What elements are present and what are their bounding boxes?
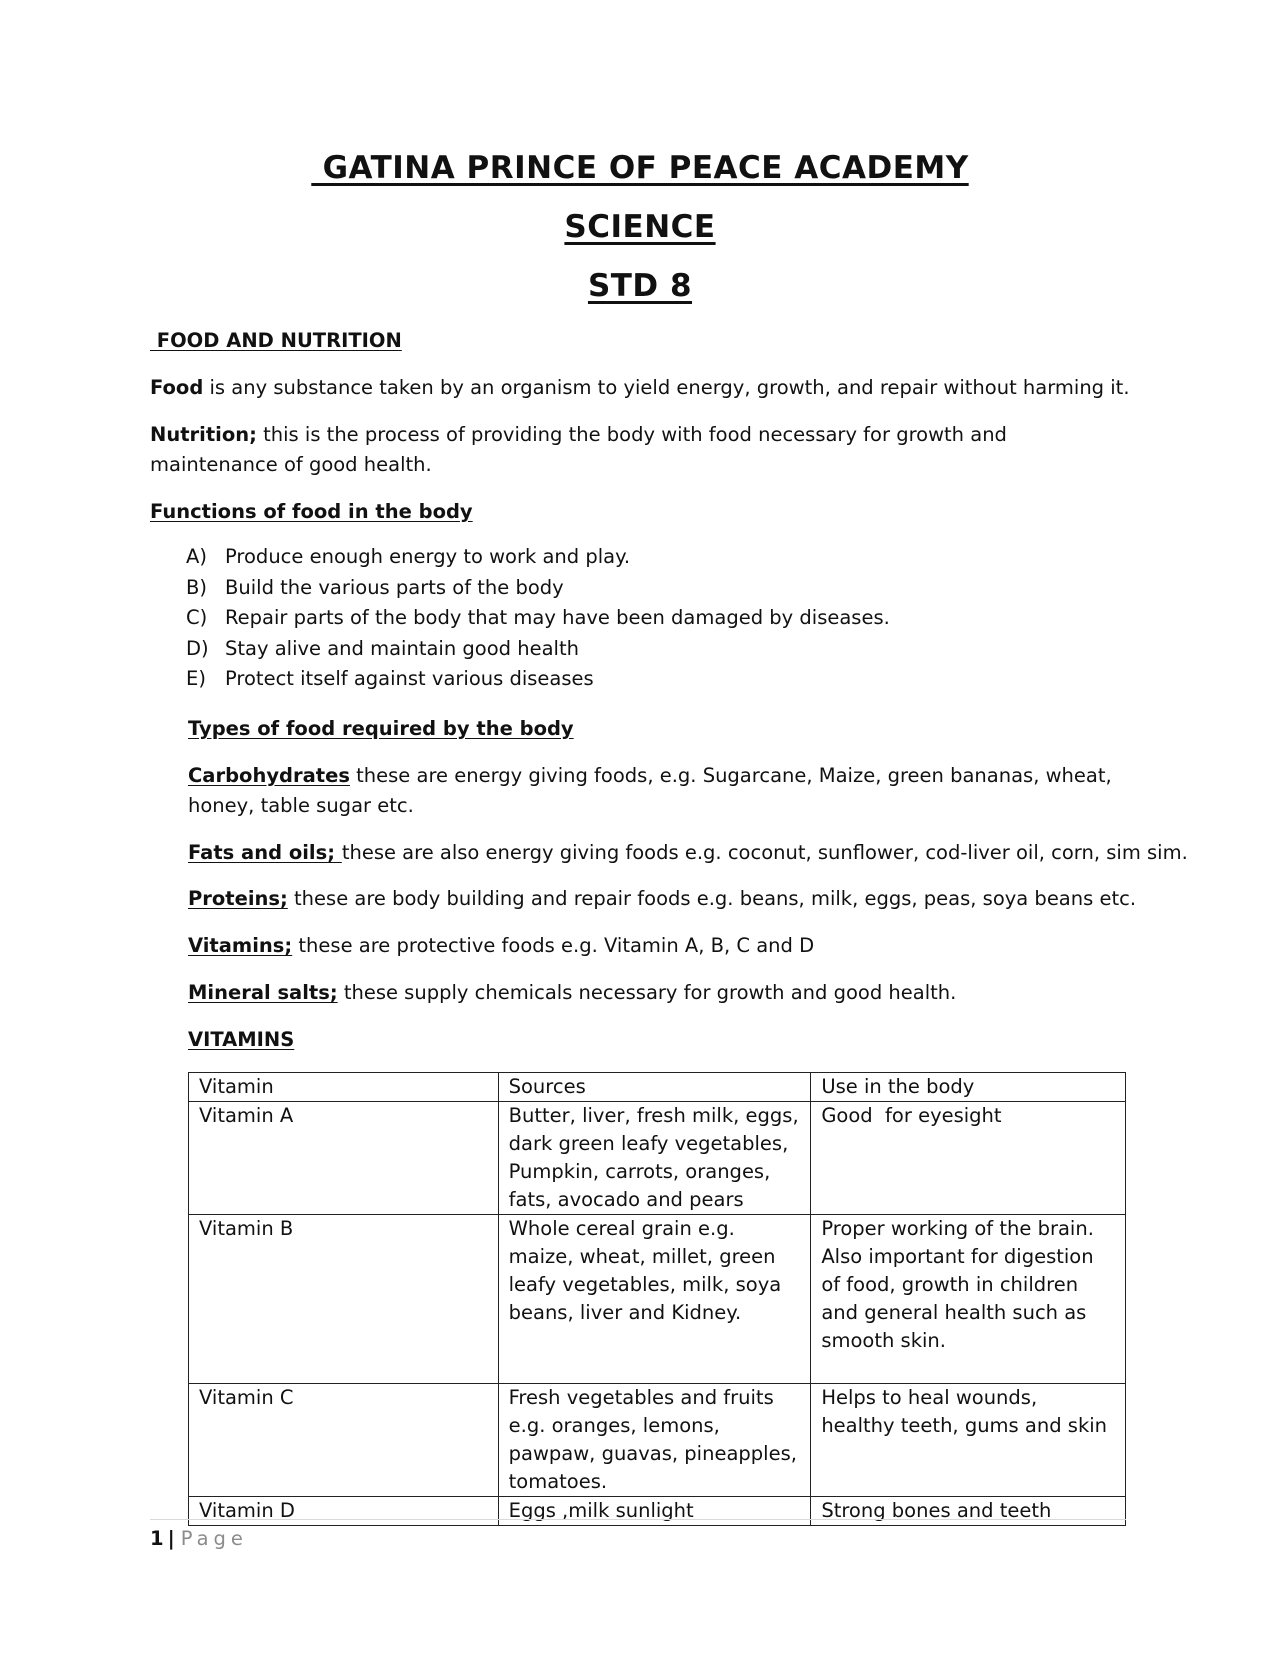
- carbohydrates-paragraph: [188, 761, 1128, 821]
- table-row: [189, 1497, 1126, 1526]
- fats-paragraph: [188, 838, 1188, 868]
- column-header-vitamin: Vitamin: [189, 1073, 499, 1102]
- list-marker: B): [186, 575, 207, 599]
- vitamin-cell: Vitamin B: [189, 1215, 499, 1384]
- vitamin-cell: Vitamin A: [189, 1102, 499, 1215]
- vitamin-cell: Vitamin C: [189, 1384, 499, 1497]
- grade-title: STD 8: [587, 268, 693, 304]
- minerals-text: these supply chemicals necessary for growth and good health.: [337, 981, 957, 1004]
- fats-term: Fats and oils;: [188, 841, 342, 864]
- section-title: FOOD AND NUTRITION: [150, 329, 402, 352]
- subject-title: SCIENCE: [564, 209, 716, 245]
- list-item-text: Repair parts of the body that may have been damaged by diseases.: [225, 606, 890, 629]
- vitamins-table: [188, 1072, 1126, 1526]
- vitamins-text: these are protective foods e.g. Vitamin A, B, C and D: [292, 934, 815, 957]
- fats-text: these are also energy giving foods e.g. coconut, sunflower, cod-liver oil, corn, sim sim.: [341, 841, 1188, 864]
- list-marker: A): [186, 545, 207, 568]
- use-cell: Helps to heal wounds, healthy teeth, gums and skin: [811, 1384, 1126, 1497]
- food-text: is any substance taken by an organism to yield energy, growth, and repair without harming it.: [203, 376, 1130, 399]
- nutrition-text: this is the process of providing the body with food necessary for growth and maintenance of good health.: [150, 423, 1007, 476]
- list-item: [186, 603, 890, 634]
- proteins-paragraph: [188, 884, 1136, 914]
- page-footer: [150, 1524, 248, 1554]
- table-row: [189, 1384, 1126, 1497]
- vitamins-paragraph: [188, 931, 814, 961]
- list-item: [186, 573, 890, 604]
- list-marker: C): [186, 606, 208, 629]
- vitamins-heading: VITAMINS: [188, 1028, 295, 1051]
- table-row: [189, 1215, 1126, 1384]
- vitamin-cell: Vitamin D: [189, 1497, 499, 1526]
- functions-heading: Functions of food in the body: [150, 500, 473, 523]
- nutrition-term: Nutrition;: [150, 423, 257, 446]
- food-definition: [150, 373, 1130, 403]
- school-title: GATINA PRINCE OF PEACE ACADEMY: [311, 150, 969, 186]
- use-cell: Strong bones and teeth: [811, 1497, 1126, 1526]
- list-item-text: Protect itself against various diseases: [225, 667, 594, 690]
- proteins-term: Proteins;: [188, 887, 288, 910]
- sources-cell: Whole cereal grain e.g. maize, wheat, millet, green leafy vegetables, milk, soya beans, liver and Kidney.: [498, 1215, 811, 1384]
- sources-cell: Fresh vegetables and fruits e.g. oranges, lemons, pawpaw, guavas, pineapples, tomatoes.: [498, 1384, 811, 1497]
- list-item-text: Build the various parts of the body: [225, 575, 564, 599]
- minerals-paragraph: [188, 978, 956, 1008]
- list-marker: E): [186, 667, 206, 690]
- list-marker: D): [186, 636, 209, 660]
- page-number: 1: [150, 1527, 164, 1550]
- carbohydrates-text: these are energy giving foods, e.g. Sugarcane, Maize, green bananas, wheat, honey, table sugar etc.: [188, 764, 1112, 817]
- sources-cell: Butter, liver, fresh milk, eggs, dark green leafy vegetables, Pumpkin, carrots, oranges, fats, avocado and pears: [498, 1102, 811, 1215]
- sources-cell: Eggs ,milk sunlight: [498, 1497, 811, 1526]
- column-header-use: Use in the body: [811, 1073, 1126, 1102]
- list-item: [186, 542, 890, 573]
- vitamins-term: Vitamins;: [188, 934, 293, 957]
- food-term: Food: [150, 376, 204, 399]
- list-item: [186, 634, 890, 665]
- list-item-text: Produce enough energy to work and play.: [225, 545, 631, 568]
- list-item-text: Stay alive and maintain good health: [225, 636, 579, 660]
- carbohydrates-term: Carbohydrates: [188, 764, 350, 787]
- page-label: Page: [180, 1527, 248, 1550]
- nutrition-definition: [150, 420, 1125, 480]
- use-cell: Good for eyesight: [811, 1102, 1126, 1215]
- footer-separator: |: [167, 1527, 175, 1550]
- table-header-row: [189, 1073, 1126, 1102]
- proteins-text: these are body building and repair foods e.g. beans, milk, eggs, peas, soya beans etc.: [287, 887, 1137, 910]
- footer-divider: [150, 1519, 1126, 1520]
- functions-list: [186, 542, 890, 695]
- minerals-term: Mineral salts;: [188, 981, 338, 1004]
- column-header-sources: Sources: [498, 1073, 811, 1102]
- list-item: [186, 664, 890, 695]
- types-heading: Types of food required by the body: [188, 717, 574, 740]
- table-row: [189, 1102, 1126, 1215]
- use-cell: Proper working of the brain. Also important for digestion of food, growth in children and general health such as smooth skin.: [811, 1215, 1126, 1384]
